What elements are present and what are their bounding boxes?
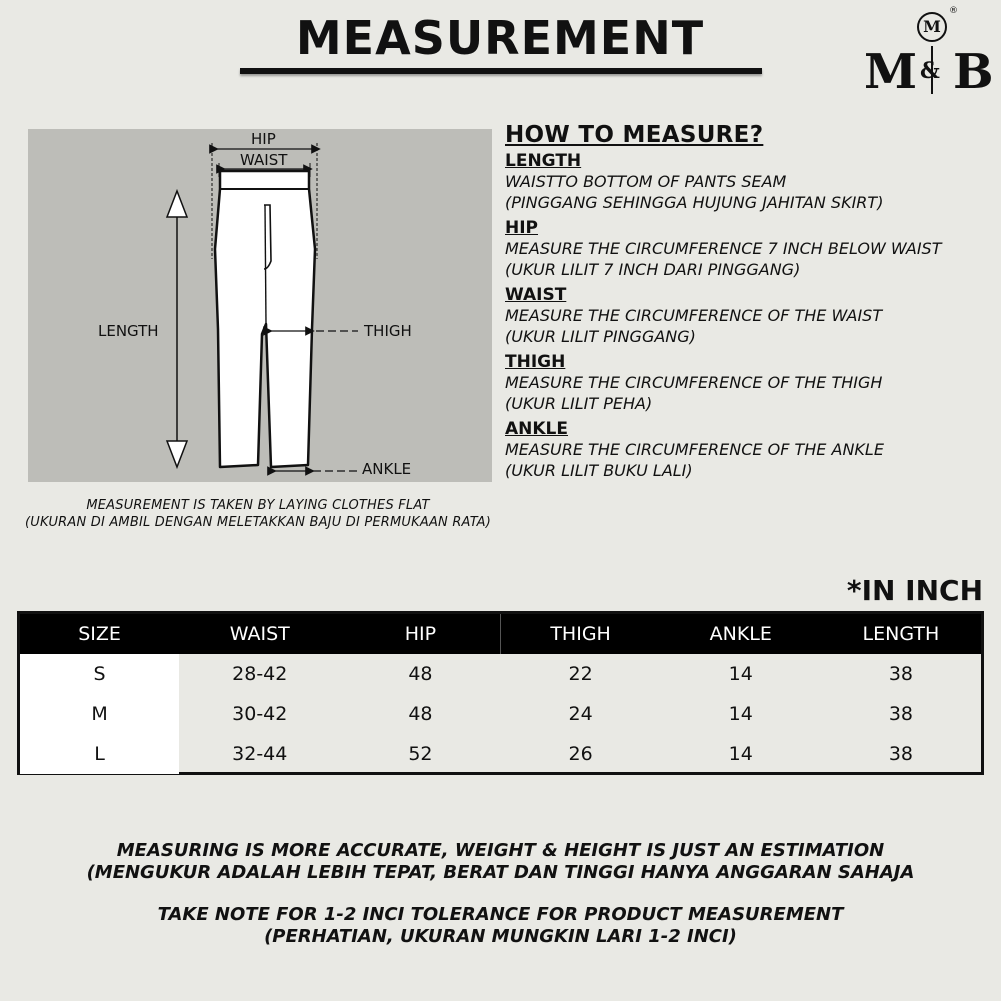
howto-trans: (PINGGANG SEHINGGA HUJUNG JAHITAN SKIRT): [505, 193, 884, 212]
howto-heading: THIGH: [505, 352, 566, 372]
howto-desc: WAISTTO BOTTOM OF PANTS SEAM: [505, 172, 787, 191]
howto-trans: (UKUR LILIT BUKU LALI): [505, 461, 693, 480]
howto-desc: MEASURE THE CIRCUMFERENCE 7 INCH BELOW WAIST: [505, 239, 942, 258]
cell-thigh: 24: [568, 703, 593, 725]
howto-heading: LENGTH: [505, 151, 582, 171]
howto-item-ankle: [505, 420, 995, 481]
note-line: TAKE NOTE FOR 1-2 INCI TOLERANCE FOR PRODUCT MEASUREMENT: [157, 904, 844, 925]
note-line: (PERHATIAN, UKURAN MUNGKIN LARI 1-2 INCI): [264, 926, 737, 947]
ankle-label: ANKLE: [362, 460, 412, 478]
cell-size: S: [20, 654, 179, 694]
note-line: (MENGUKUR ADALAH LEBIH TEPAT, BERAT DAN TINGGI HANYA ANGGARAN SAHAJA: [86, 862, 915, 883]
table-row: [20, 734, 981, 774]
header-waist: WAIST: [229, 623, 290, 645]
size-chart-table: [17, 611, 984, 775]
cell-thigh: 22: [568, 663, 593, 685]
howto-desc: MEASURE THE CIRCUMFERENCE OF THE ANKLE: [505, 440, 884, 459]
title-underline: [240, 68, 762, 74]
pants-illustration-icon: [28, 129, 492, 482]
header-hip: HIP: [404, 623, 437, 645]
how-to-measure: [505, 120, 995, 481]
registered-mark: ®: [949, 6, 958, 16]
tolerance-note: [0, 904, 1001, 948]
brand-logo: [860, 6, 995, 98]
accuracy-note: [0, 840, 1001, 884]
cell-size: M: [20, 694, 179, 734]
page-title: MEASUREMENT: [295, 11, 705, 65]
hip-label: HIP: [251, 130, 276, 148]
cell-waist: 28-42: [232, 663, 288, 685]
cell-hip: 48: [408, 663, 433, 685]
howto-trans: (UKUR LILIT PINGGANG): [505, 327, 696, 346]
header-thigh: THIGH: [550, 623, 611, 645]
cell-size: L: [20, 734, 179, 774]
caption-line: (UKURAN DI AMBIL DENGAN MELETAKKAN BAJU DI PERMUKAAN RATA): [24, 515, 492, 530]
howto-desc: MEASURE THE CIRCUMFERENCE OF THE THIGH: [505, 373, 883, 392]
diagram-caption: [8, 497, 508, 531]
cell-ankle: 14: [728, 743, 753, 765]
howto-trans: (UKUR LILIT 7 INCH DARI PINGGANG): [505, 260, 801, 279]
logo-letter-b: B: [953, 44, 994, 100]
note-line: MEASURING IS MORE ACCURATE, WEIGHT & HEIGHT IS JUST AN ESTIMATION: [116, 840, 885, 861]
caption-line: MEASUREMENT IS TAKEN BY LAYING CLOTHES FLAT: [86, 498, 430, 513]
howto-heading: WAIST: [505, 285, 567, 305]
cell-length: 38: [888, 743, 914, 765]
logo-letter-m: M: [864, 44, 918, 100]
pants-diagram: [28, 129, 492, 482]
cell-hip: 52: [408, 743, 433, 765]
logo-ampersand: &: [920, 58, 940, 84]
table-row: [20, 694, 981, 734]
cell-waist: 32-44: [232, 743, 288, 765]
header-size: SIZE: [20, 614, 179, 654]
cell-waist: 30-42: [232, 703, 288, 725]
length-label: LENGTH: [98, 322, 159, 340]
cell-length: 38: [888, 703, 914, 725]
header-length: LENGTH: [862, 623, 940, 645]
table-row: [20, 654, 981, 694]
cell-length: 38: [888, 663, 914, 685]
header-ankle: ANKLE: [709, 623, 772, 645]
how-to-measure-title: HOW TO MEASURE?: [505, 122, 764, 148]
unit-label: *IN INCH: [846, 574, 983, 607]
cell-ankle: 14: [728, 703, 753, 725]
howto-heading: ANKLE: [505, 419, 569, 439]
howto-item-length: [505, 152, 995, 213]
howto-item-hip: [505, 219, 995, 280]
howto-heading: HIP: [505, 218, 539, 238]
howto-item-thigh: [505, 353, 995, 414]
header-divider: [500, 614, 501, 654]
cell-ankle: 14: [728, 663, 753, 685]
logo-emblem-icon: M: [917, 12, 947, 42]
howto-item-waist: [505, 286, 995, 347]
thigh-label: THIGH: [364, 322, 412, 340]
cell-hip: 48: [408, 703, 433, 725]
howto-trans: (UKUR LILIT PEHA): [505, 394, 653, 413]
cell-thigh: 26: [568, 743, 593, 765]
waist-label: WAIST: [240, 151, 288, 169]
howto-desc: MEASURE THE CIRCUMFERENCE OF THE WAIST: [505, 306, 883, 325]
